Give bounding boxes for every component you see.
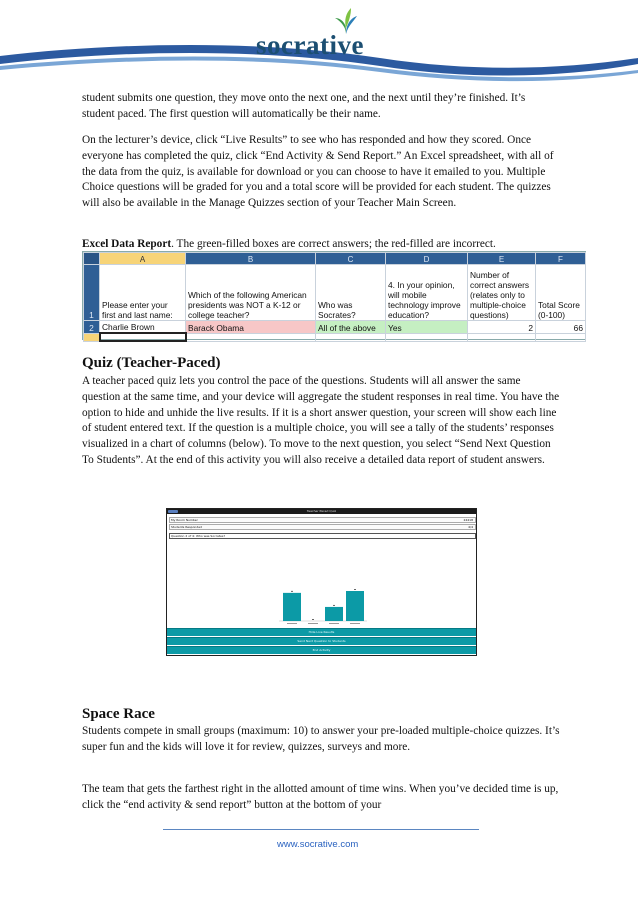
room-number-row — [169, 517, 476, 523]
cell-header-total-score: Total Score (0-100) — [536, 265, 586, 321]
screenshot-title: Teacher Paced Quiz — [306, 509, 337, 513]
chart-bar — [346, 591, 364, 621]
chart-bar — [283, 593, 301, 621]
chart-category-label — [287, 623, 297, 624]
question-box: Question 2 of 4: Who was Socrates? — [169, 533, 476, 539]
space-race-paragraph-1: Students compete in small groups (maximum: 10) to answer your pre-loaded multiple-choice quizzes. It’s super fun and the kids will love it for review, quizzes, surveys and more. — [82, 725, 560, 753]
column-header-d: D — [386, 253, 468, 265]
sheet-corner — [84, 253, 100, 265]
room-number-label: My Room Number — [171, 518, 198, 522]
cell-answer-correct: All of the above — [316, 321, 386, 334]
excel-data-report — [82, 251, 586, 340]
cell-student-name: Charlie Brown — [100, 321, 186, 334]
back-button[interactable] — [168, 510, 178, 513]
column-header-f: F — [536, 253, 586, 265]
column-header-e: E — [468, 253, 536, 265]
chart-category-label — [329, 623, 339, 624]
row-number: 2 — [84, 321, 100, 334]
cell-header-name: Please enter your first and last name: — [100, 265, 186, 321]
footer-website-link[interactable]: www.socrative.com — [277, 839, 359, 850]
excel-report-label: Excel Data Report — [82, 238, 172, 250]
cell-header-q3: 4. In your opinion, will mobile technology improve education? — [386, 265, 468, 321]
chart-category-label — [350, 623, 360, 624]
cell-header-correct-count: Number of correct answers (relates only to multiple-choice questions) — [468, 265, 536, 321]
row-number: 1 — [84, 265, 100, 321]
row-number — [84, 333, 100, 341]
chart-count-marker — [291, 591, 293, 592]
students-responded-value: 4/4 — [468, 525, 473, 529]
column-header-b: B — [186, 253, 316, 265]
intro-paragraph-2: On the lecturer’s device, click “Live Results” to see who has responded and how they scored. Once everyone has completed the quiz, click “End Activity & Send Report.” An Excel spreadsheet, with all of the data from the quiz, is available for download or you can choose to have it emailed to you. Multiple Choice questions will be graded for you and a total score will be provided for each student. The quizzes will also be available in the Manage Quizzes section of your Teacher Main Screen. — [82, 134, 554, 210]
selected-cell — [100, 333, 186, 341]
space-race-paragraph-2: The team that gets the farthest right in the allotted amount of time wins. When you’ve decided time is up, click the “end activity & send report” button at the bottom of your — [82, 783, 559, 811]
chart-category-label — [308, 623, 318, 624]
column-header-a: A — [100, 253, 186, 265]
students-responded-row — [169, 524, 476, 530]
cell-answer-incorrect: Barack Obama — [186, 321, 316, 334]
section-heading-quiz-teacher-paced: Quiz (Teacher-Paced) — [82, 355, 221, 371]
cell-header-q2: Who was Socrates? — [316, 265, 386, 321]
chart-count-marker — [354, 589, 356, 590]
socrative-logo: socrative — [256, 30, 364, 60]
column-header-c: C — [316, 253, 386, 265]
cell-correct-count: 2 — [468, 321, 536, 334]
footer-divider — [163, 829, 479, 830]
chart-count-marker — [312, 619, 314, 620]
send-next-question-button[interactable]: Send Next Question to Students — [167, 637, 476, 645]
hide-live-results-button[interactable]: Hide Live Results — [167, 628, 476, 636]
teacher-paced-quiz-screenshot — [166, 508, 477, 656]
cell-total-score: 66 — [536, 321, 586, 334]
screenshot-title-bar — [167, 509, 476, 514]
students-responded-label: Students Responded — [171, 525, 202, 529]
chart-bar — [325, 607, 343, 621]
chart-count-marker — [333, 605, 335, 606]
intro-paragraph-1: student submits one question, they move onto the next one, and the next until they’re finished. It’s student paced. The first question will automatically be their name. — [82, 92, 526, 120]
end-activity-button[interactable]: End Activity — [167, 646, 476, 654]
quiz-teacher-paced-text: A teacher paced quiz lets you control the pace of the questions. Students will all answer the same question at the same time, and your device will aggregate the student responses in real time. You have the option to hide and unhide the live results. If it is a short answer question, your screen will show each line of student entered text. If the question is a multiple choice, you will see a tally of the students’ responses visualized in a chart of columns (below). To move to the next question, you select “Send Next Question To Students”. At the end of this activity you will also receive a detailed data report of student answers. — [82, 375, 560, 466]
cell-header-q1: Which of the following American presidents was NOT a K-12 or college teacher? — [186, 265, 316, 321]
excel-report-text: . The green-filled boxes are correct answers; the red-filled are incorrect. — [171, 238, 496, 250]
section-heading-space-race: Space Race — [82, 706, 155, 722]
room-number-value: 24418 — [463, 518, 473, 522]
responses-chart — [169, 541, 476, 627]
cell-answer-correct: Yes — [386, 321, 468, 334]
